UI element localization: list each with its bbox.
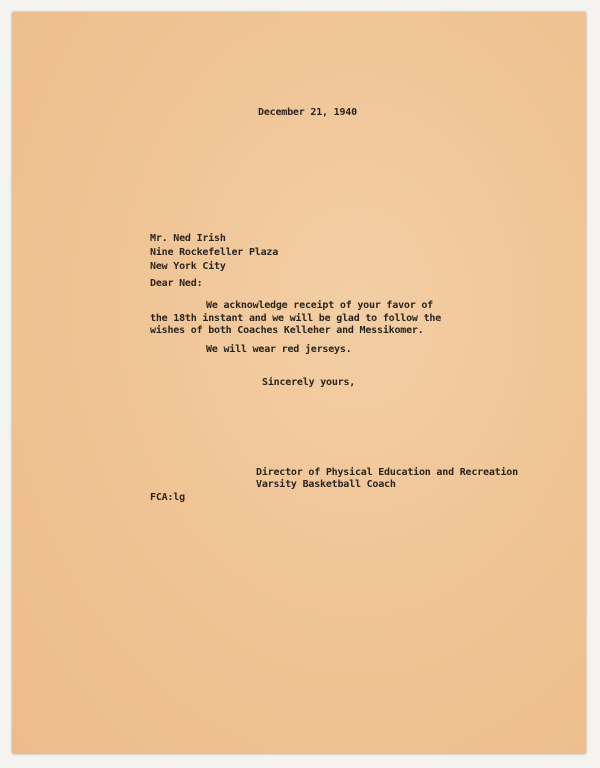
signer-title: Varsity Basketball Coach [256, 479, 396, 490]
body-line: the 18th instant and we will be glad to follow the [150, 313, 442, 324]
body-line: We will wear red jerseys. [206, 344, 352, 355]
typist-initials: FCA:lg [150, 492, 185, 503]
signer-title: Director of Physical Education and Recreation [256, 467, 518, 478]
recipient-city: New York City [150, 261, 226, 272]
body-line: We acknowledge receipt of your favor of [206, 300, 433, 311]
letter-date: December 21, 1940 [258, 107, 357, 118]
letter-page [12, 12, 586, 754]
closing: Sincerely yours, [262, 377, 356, 388]
recipient-name: Mr. Ned Irish [150, 233, 226, 244]
body-line: wishes of both Coaches Kelleher and Messikomer. [150, 325, 424, 336]
salutation: Dear Ned: [150, 278, 203, 289]
recipient-street: Nine Rockefeller Plaza [150, 247, 279, 258]
